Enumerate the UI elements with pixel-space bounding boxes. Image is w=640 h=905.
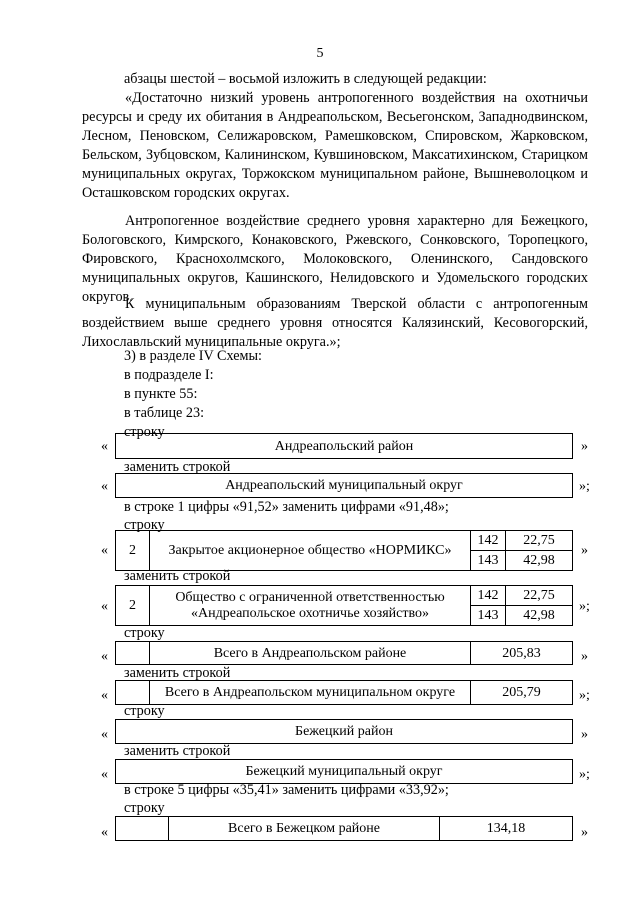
quote-open: « — [101, 688, 108, 703]
stroku-label: строку — [124, 800, 165, 816]
quote-open: « — [101, 479, 108, 494]
item-line: в пункте 55: — [124, 386, 198, 402]
table-row-normiks — [115, 530, 573, 571]
table-cell-value: 22,75 — [506, 586, 573, 606]
name-line-2: «Андреапольское охотничье хозяйство» — [191, 605, 429, 621]
table-line: в таблице 23: — [124, 405, 205, 421]
para-medium-impact: Антропогенное воздействие среднего уровня характерно для Бежецкого, Бологовского, Кимрского, Конаковского, Ржевского, Сонковского, Торопецкого, Фировского, Краснохолмского, Молоковского, Оленинского, Сандовского муниципальных округов, Кашинского, Нелидовского и Удомельского городских округов. — [82, 213, 588, 305]
quote-open: « — [101, 543, 108, 558]
stroku-label: строку — [124, 424, 165, 440]
table-cell-code: 142 — [471, 531, 506, 551]
name-line-1: Общество с ограниченной ответственностью — [175, 589, 445, 605]
quote-close-semicolon: »; — [579, 599, 590, 614]
table-cell-label: Всего в Бежецком районе — [169, 817, 440, 841]
quote-close: » — [581, 825, 588, 840]
para-low-impact: «Достаточно низкий уровень антропогенного воздействия на охотничьи ресурсы и среду их обитания в Андреапольском, Весьегонском, Западнодвинском, Лесном, Пеновском, Селижаровском, Рамешковском, Спировском, Жарковском, Бельском, Зубцовском, Калининском, Кувшиновском, Максатихинском, Старицком муниципальных округах, Торжокском муниципальном районе, Вышневолоцком и Осташковском городских округах. — [82, 90, 588, 201]
para-intro: абзацы шестой – восьмой изложить в следующей редакции: — [124, 71, 487, 87]
quote-open: « — [101, 649, 108, 664]
table-cell-empty — [116, 642, 150, 665]
quote-open: « — [101, 439, 108, 454]
quote-open: « — [101, 825, 108, 840]
change-row5-text: в строке 5 цифры «35,41» заменить цифрами «33,92»; — [124, 782, 449, 798]
replace-label: заменить строкой — [124, 665, 231, 681]
table-cell-code: 143 — [471, 606, 506, 626]
table-cell-empty — [116, 817, 169, 841]
table-cell-num: 2 — [116, 531, 150, 571]
table-cell: Андреапольский район — [116, 434, 573, 459]
table-cell-label: Всего в Андреапольском районе — [150, 642, 471, 665]
subsection-line: в подразделе I: — [124, 367, 214, 383]
quote-close-semicolon: »; — [579, 688, 590, 703]
table-cell: Андреапольский муниципальный округ — [116, 474, 573, 498]
stroku-label: строку — [124, 703, 165, 719]
table-cell-value: 42,98 — [506, 551, 573, 571]
table-cell: Бежецкий муниципальный округ — [116, 760, 573, 784]
replace-label: заменить строкой — [124, 459, 231, 475]
table-cell-value: 134,18 — [440, 817, 573, 841]
para-high-impact: К муниципальным образованиям Тверской области с антропогенным воздействием выше среднего уровня относятся Калязинский, Кесовогорский, Лихославльский муниципальные округа.»; — [82, 296, 588, 350]
table-cell-empty — [116, 681, 150, 705]
quote-close-semicolon: »; — [579, 479, 590, 494]
section-line: 3) в разделе IV Схемы: — [124, 348, 263, 364]
table-cell-name: Закрытое акционерное общество «НОРМИКС» — [150, 531, 471, 571]
quote-open: « — [101, 767, 108, 782]
table-cell-value: 22,75 — [506, 531, 573, 551]
quote-close: » — [581, 439, 588, 454]
quote-close: » — [581, 543, 588, 558]
table-row-total-bezhetsk-district — [115, 816, 573, 841]
table-row-andreapol-district — [115, 433, 573, 459]
table-cell-label: Всего в Андреапольском муниципальном округе — [150, 681, 471, 705]
quote-close: » — [581, 649, 588, 664]
replace-label: заменить строкой — [124, 568, 231, 584]
quote-close-semicolon: »; — [579, 767, 590, 782]
table-row-ooo-andreapol — [115, 585, 573, 626]
quote-open: « — [101, 727, 108, 742]
stroku-label: строку — [124, 625, 165, 641]
quote-close: » — [581, 727, 588, 742]
table-cell-code: 143 — [471, 551, 506, 571]
table-cell-num: 2 — [116, 586, 150, 626]
table-row-bezhetsk-district — [115, 719, 573, 744]
table-cell-code: 142 — [471, 586, 506, 606]
table-row-total-andreapol-okrug — [115, 680, 573, 705]
table-row-andreapol-okrug — [115, 473, 573, 498]
replace-label: заменить строкой — [124, 743, 231, 759]
quote-open: « — [101, 599, 108, 614]
table-cell-value: 205,79 — [471, 681, 573, 705]
table-cell-value: 205,83 — [471, 642, 573, 665]
stroku-label: строку — [124, 517, 165, 533]
page-number: 5 — [316, 46, 324, 61]
change-row1-text: в строке 1 цифры «91,52» заменить цифрами «91,48»; — [124, 499, 449, 515]
table-cell-name — [150, 586, 471, 626]
table-row-total-andreapol-district — [115, 641, 573, 665]
table-cell-value: 42,98 — [506, 606, 573, 626]
table-cell: Бежецкий район — [116, 720, 573, 744]
